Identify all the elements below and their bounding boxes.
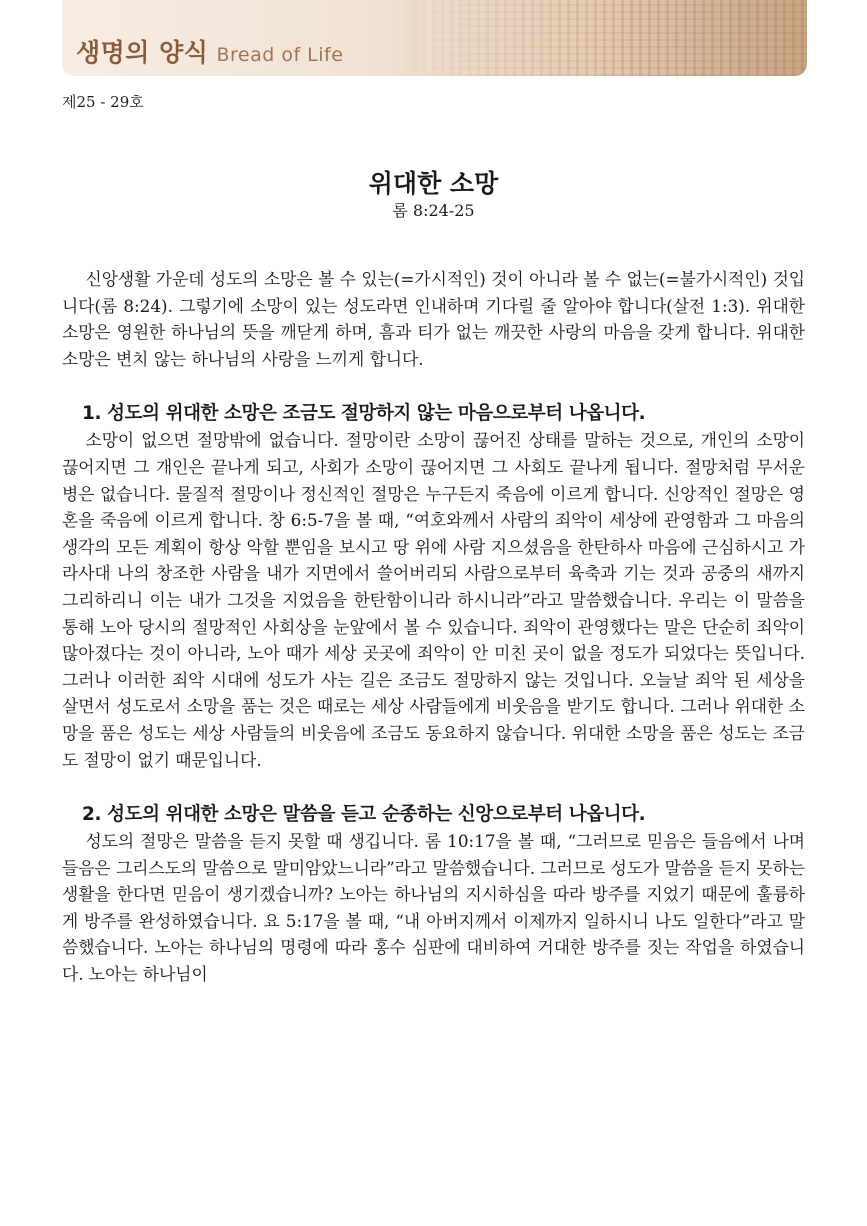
section-body-2: 성도의 절망은 말씀을 듣지 못할 때 생깁니다. 롬 10:17을 볼 때, “그러므로 믿음은 들음에서 나며 들음은 그리스도의 말씀으로 말미암았느니라”라고 말씀했습니다. 그러므로 성도가 말씀을 듣지 못하는 생활을 한다면 믿음이 생기겠습니까? 노아는 하나님의 지시하심을 따라 방주를 지었기 때문에 훌륭하게 방주를 완성하였습니다. 요 5:17을 볼 때, “내 아버지께서 이제까지 일하시니 나도 일한다”라고 말씀했습니다. 노아는 하나님의 명령에 따라 홍수 심판에 대비하여 거대한 방주를 짓는 작업을 하였습니다. 노아는 하나님이: [62, 831, 805, 985]
article-body: [62, 266, 805, 988]
header-title: [76, 33, 343, 69]
sermon-title: 위대한 소망: [368, 169, 499, 198]
section-heading-2: 2. 성도의 위대한 소망은 말씀을 듣고 순종하는 신앙으로부터 나옵니다.: [82, 804, 646, 826]
section-heading-1: 1. 성도의 위대한 소망은 조금도 절망하지 않는 마음으로부터 나옵니다.: [82, 403, 646, 425]
scripture-reference: 롬 8:24-25: [392, 201, 475, 220]
header-title-korean: 생명의 양식: [76, 38, 209, 67]
intro-paragraph: 신앙생활 가운데 성도의 소망은 볼 수 있는(=가시적인) 것이 아니라 볼 수 없는(=불가시적인) 것입니다(롬 8:24). 그렇기에 소망이 있는 성도라면 인내하며 기다릴 줄 알아야 합니다(살전 1:3). 위대한 소망은 영원한 하나님의 뜻을 깨닫게 하며, 흠과 티가 없는 깨끗한 사랑의 마음을 갖게 합니다. 위대한 소망은 변치 않는 하나님의 사랑을 느끼게 합니다.: [62, 269, 805, 369]
section-body-1: 소망이 없으면 절망밖에 없습니다. 절망이란 소망이 끊어진 상태를 말하는 것으로, 개인의 소망이 끊어지면 그 개인은 끝나게 되고, 사회가 소망이 끊어지면 그 사회도 끝나게 됩니다. 절망처럼 무서운 병은 없습니다. 물질적 절망이나 정신적인 절망은 누구든지 죽음에 이르게 합니다. 신앙적인 절망은 영혼을 죽음에 이르게 합니다. 창 6:5-7을 볼 때, “여호와께서 사람의 죄악이 세상에 관영함과 그 마음의 생각의 모든 계획이 항상 악할 뿐임을 보시고 땅 위에 사람 지으셨음을 한탄하사 마음에 근심하시고 가라사대 나의 창조한 사람을 내가 지면에서 쓸어버리되 사람으로부터 육축과 기는 것과 공중의 새까지 그리하리니 이는 내가 그것을 지었음을 한탄함이니라 하시니라”라고 말씀했습니다. 우리는 이 말씀을 통해 노아 당시의 절망적인 사회상을 눈앞에서 볼 수 있습니다. 죄악이 관영했다는 말은 단순히 죄악이 많아졌다는 것이 아니라, 노아 때가 세상 곳곳에 죄악이 안 미친 곳이 없을 정도가 되었다는 뜻입니다. 그러나 이러한 죄악 시대에 성도가 사는 길은 조금도 절망하지 않는 것입니다. 오늘날 죄악 된 세상을 살면서 성도로서 소망을 품는 것은 때로는 세상 사람들에게 비웃음을 받기도 합니다. 그러나 위대한 소망을 품은 성도는 세상 사람들의 비웃음에 조금도 동요하지 않습니다. 위대한 소망을 품은 성도는 조금도 절망이 없기 때문입니다.: [62, 430, 805, 770]
header-banner: [62, 0, 807, 76]
header-photo-decoration: [387, 0, 807, 76]
header-subtitle: Bread of Life: [216, 44, 344, 66]
issue-number: 제25 - 29호: [62, 93, 144, 111]
